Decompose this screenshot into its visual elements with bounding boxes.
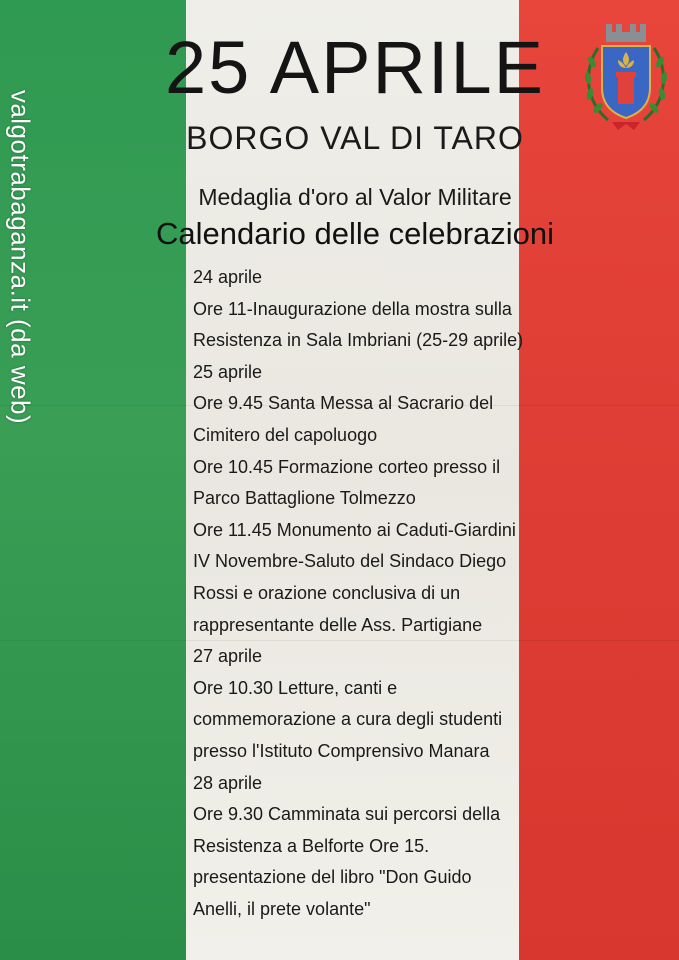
watermark-text: valgotrabaganza.it (da web) (5, 89, 36, 425)
watermark (4, 42, 36, 472)
calendar-heading: Calendario delle celebrazioni (155, 216, 555, 251)
program-line: 25 aprile (193, 361, 263, 382)
medal-subtitle: Medaglia d'oro al Valor Militare (198, 184, 512, 210)
program-line: presentazione del libro "Don Guido (193, 867, 472, 888)
program-line: Resistenza a Belforte Ore 15. (193, 835, 430, 856)
page-title: 25 APRILE (164, 26, 545, 109)
program-line: Anelli, il prete volante" (193, 898, 371, 919)
program-line: Resistenza in Sala Imbriani (25-29 aprile) (193, 330, 524, 351)
program-line: rappresentante delle Ass. Partigiane (193, 614, 483, 635)
program-line: 28 aprile (193, 772, 263, 793)
program-line: Ore 9.30 Camminata sui percorsi della (193, 804, 501, 825)
program-line: Ore 10.30 Letture, canti e (193, 677, 398, 698)
program-line: commemorazione a cura degli studenti (193, 709, 503, 730)
program-line: Ore 11.45 Monumento ai Caduti-Giardini (193, 519, 516, 540)
program-line: Cimitero del capoluogo (193, 424, 378, 445)
program-line: Ore 10.45 Formazione corteo presso il (193, 456, 501, 477)
program-line: Ore 11-Inaugurazione della mostra sulla (193, 298, 512, 319)
town-name: BORGO VAL DI TARO (186, 120, 524, 156)
program-line: 27 aprile (193, 646, 263, 667)
program-line: Parco Battaglione Tolmezzo (193, 488, 416, 509)
program-list (193, 262, 533, 925)
program-line: Rossi e orazione conclusiva di un (193, 582, 461, 603)
program-line: 24 aprile (193, 267, 263, 287)
municipal-crest-icon (578, 18, 674, 136)
program-line: IV Novembre-Saluto del Sindaco Diego (193, 551, 507, 572)
program-line: Ore 9.45 Santa Messa al Sacrario del (193, 393, 494, 414)
program-line: presso l'Istituto Comprensivo Manara (193, 740, 490, 761)
